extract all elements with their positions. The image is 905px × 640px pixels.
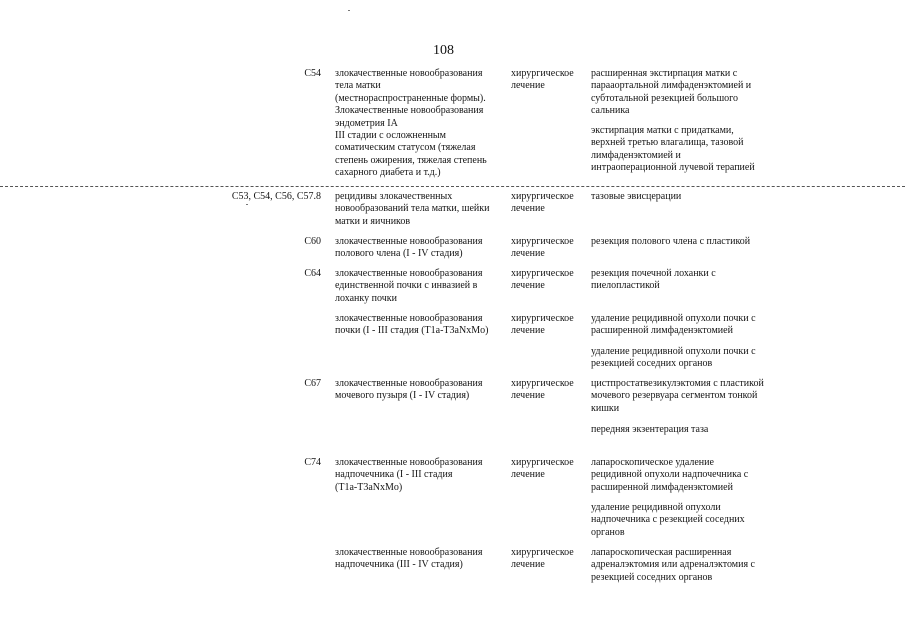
diagnosis-line: тела матки bbox=[335, 80, 381, 92]
diagnosis-line: полового члена (I - IV стадия) bbox=[335, 248, 463, 260]
row-code: C53, C54, C56, C57.8 bbox=[231, 191, 321, 202]
method-line: резекцией соседних органов bbox=[591, 358, 713, 370]
scan-speck bbox=[246, 204, 248, 205]
method-line: органов bbox=[591, 526, 625, 538]
treatment-line: хирургическое bbox=[511, 191, 574, 202]
diagnosis-line: соматическим статусом (тяжелая bbox=[335, 142, 476, 154]
method-line: передняя экзентерация таза bbox=[591, 424, 709, 435]
treatment-line: лечение bbox=[511, 280, 545, 292]
row-code: C64 bbox=[304, 268, 321, 279]
method-line: рецидивной опухоли надпочечника с bbox=[591, 469, 749, 481]
method-line: интраоперационной лучевой терапией bbox=[591, 162, 755, 174]
treatment-line: лечение bbox=[511, 469, 545, 481]
treatment-line: хирургическое bbox=[511, 268, 574, 279]
row-code: C74 bbox=[304, 457, 321, 468]
diagnosis-line: злокачественные новообразования bbox=[335, 313, 483, 324]
diagnosis-line: лоханку почки bbox=[335, 292, 397, 304]
method-line: субтотальной резекцией большого bbox=[591, 92, 739, 104]
method-line: парааортальной лимфаденэктомией и bbox=[591, 80, 752, 92]
method-line: лапароскопическая расширенная bbox=[591, 547, 732, 558]
diagnosis-line: единственной почки с инвазией в bbox=[335, 280, 478, 292]
diagnosis-line: III стадии с осложненным bbox=[335, 130, 446, 141]
method-line: удаление рецидивной опухоли почки с bbox=[591, 346, 756, 357]
treatment-line: лечение bbox=[511, 80, 545, 92]
treatment-line: хирургическое bbox=[511, 547, 574, 558]
diagnosis-line: почки (I - III стадия (T1a-T3aNxMo) bbox=[335, 325, 489, 337]
treatment-line: хирургическое bbox=[511, 378, 574, 389]
method-line: пиелопластикой bbox=[591, 280, 660, 292]
method-line: мочевого резервуара сегментом тонкой bbox=[591, 390, 758, 402]
method-line: удаление рецидивной опухоли почки с bbox=[591, 313, 756, 324]
method-line: удаление рецидивной опухоли bbox=[591, 502, 721, 513]
diagnosis-line: степень ожирения, тяжелая степень bbox=[335, 154, 487, 166]
method-line: резекция почечной лоханки с bbox=[591, 268, 716, 279]
treatment-line: лечение bbox=[511, 203, 545, 215]
diagnosis-line: злокачественные новообразования bbox=[335, 268, 483, 279]
method-line: лимфаденэктомией и bbox=[591, 149, 681, 161]
method-line: расширенная экстирпация матки с bbox=[591, 68, 738, 79]
treatment-line: хирургическое bbox=[511, 68, 574, 79]
method-line: резекция полового члена с пластикой bbox=[591, 236, 751, 247]
method-line: расширенной лимфаденэктомией bbox=[591, 481, 733, 493]
diagnosis-line: Злокачественные новообразования bbox=[335, 105, 484, 117]
row-code: C67 bbox=[304, 378, 321, 389]
row-code: C54 bbox=[304, 68, 321, 79]
scan-divider-line bbox=[0, 186, 905, 187]
diagnosis-line: злокачественные новообразования bbox=[335, 547, 483, 558]
method-line: лапароскопическое удаление bbox=[591, 457, 714, 468]
method-line: экстирпация матки с придатками, bbox=[591, 125, 734, 136]
method-line: надпочечника с резекцией соседних bbox=[591, 514, 745, 526]
diagnosis-line: новообразований тела матки, шейки bbox=[335, 203, 490, 215]
diagnosis-line: (T1a-T3aNxMo) bbox=[335, 481, 403, 493]
method-line: тазовые эвисцерации bbox=[591, 191, 682, 202]
diagnosis-line: (местнораспространенные формы). bbox=[335, 92, 486, 104]
page-number: 108 bbox=[433, 43, 454, 58]
treatment-line: лечение bbox=[511, 248, 545, 260]
method-line: цистпростатвезикулэктомия с пластикой bbox=[591, 378, 764, 389]
diagnosis-line: мочевого пузыря (I - IV стадия) bbox=[335, 390, 470, 402]
treatment-line: лечение bbox=[511, 559, 545, 571]
treatment-line: хирургическое bbox=[511, 313, 574, 324]
method-line: расширенной лимфаденэктомией bbox=[591, 325, 733, 337]
diagnosis-line: эндометрия IA bbox=[335, 117, 398, 129]
method-line: кишки bbox=[591, 402, 620, 414]
diagnosis-line: надпочечника (I - III стадия bbox=[335, 469, 453, 481]
method-line: сальника bbox=[591, 105, 630, 117]
method-line: адреналэктомия или адреналэктомия с bbox=[591, 559, 755, 571]
treatment-line: лечение bbox=[511, 390, 545, 402]
diagnosis-line: надпочечника (III - IV стадия) bbox=[335, 559, 463, 571]
treatment-line: хирургическое bbox=[511, 236, 574, 247]
diagnosis-line: сахарного диабета и т.д.) bbox=[335, 167, 441, 179]
diagnosis-line: злокачественные новообразования bbox=[335, 378, 483, 389]
diagnosis-line: злокачественные новообразования bbox=[335, 236, 483, 247]
row-code: C60 bbox=[304, 236, 321, 247]
method-line: верхней третью влагалища, тазовой bbox=[591, 137, 744, 149]
method-line: резекцией соседних органов bbox=[591, 571, 713, 583]
diagnosis-line: матки и яичников bbox=[335, 215, 411, 227]
diagnosis-line: рецидивы злокачественных bbox=[335, 191, 453, 202]
scan-speck bbox=[348, 10, 350, 11]
treatment-line: хирургическое bbox=[511, 457, 574, 468]
diagnosis-line: злокачественные новообразования bbox=[335, 457, 483, 468]
treatment-line: лечение bbox=[511, 325, 545, 337]
diagnosis-line: злокачественные новообразования bbox=[335, 68, 483, 79]
